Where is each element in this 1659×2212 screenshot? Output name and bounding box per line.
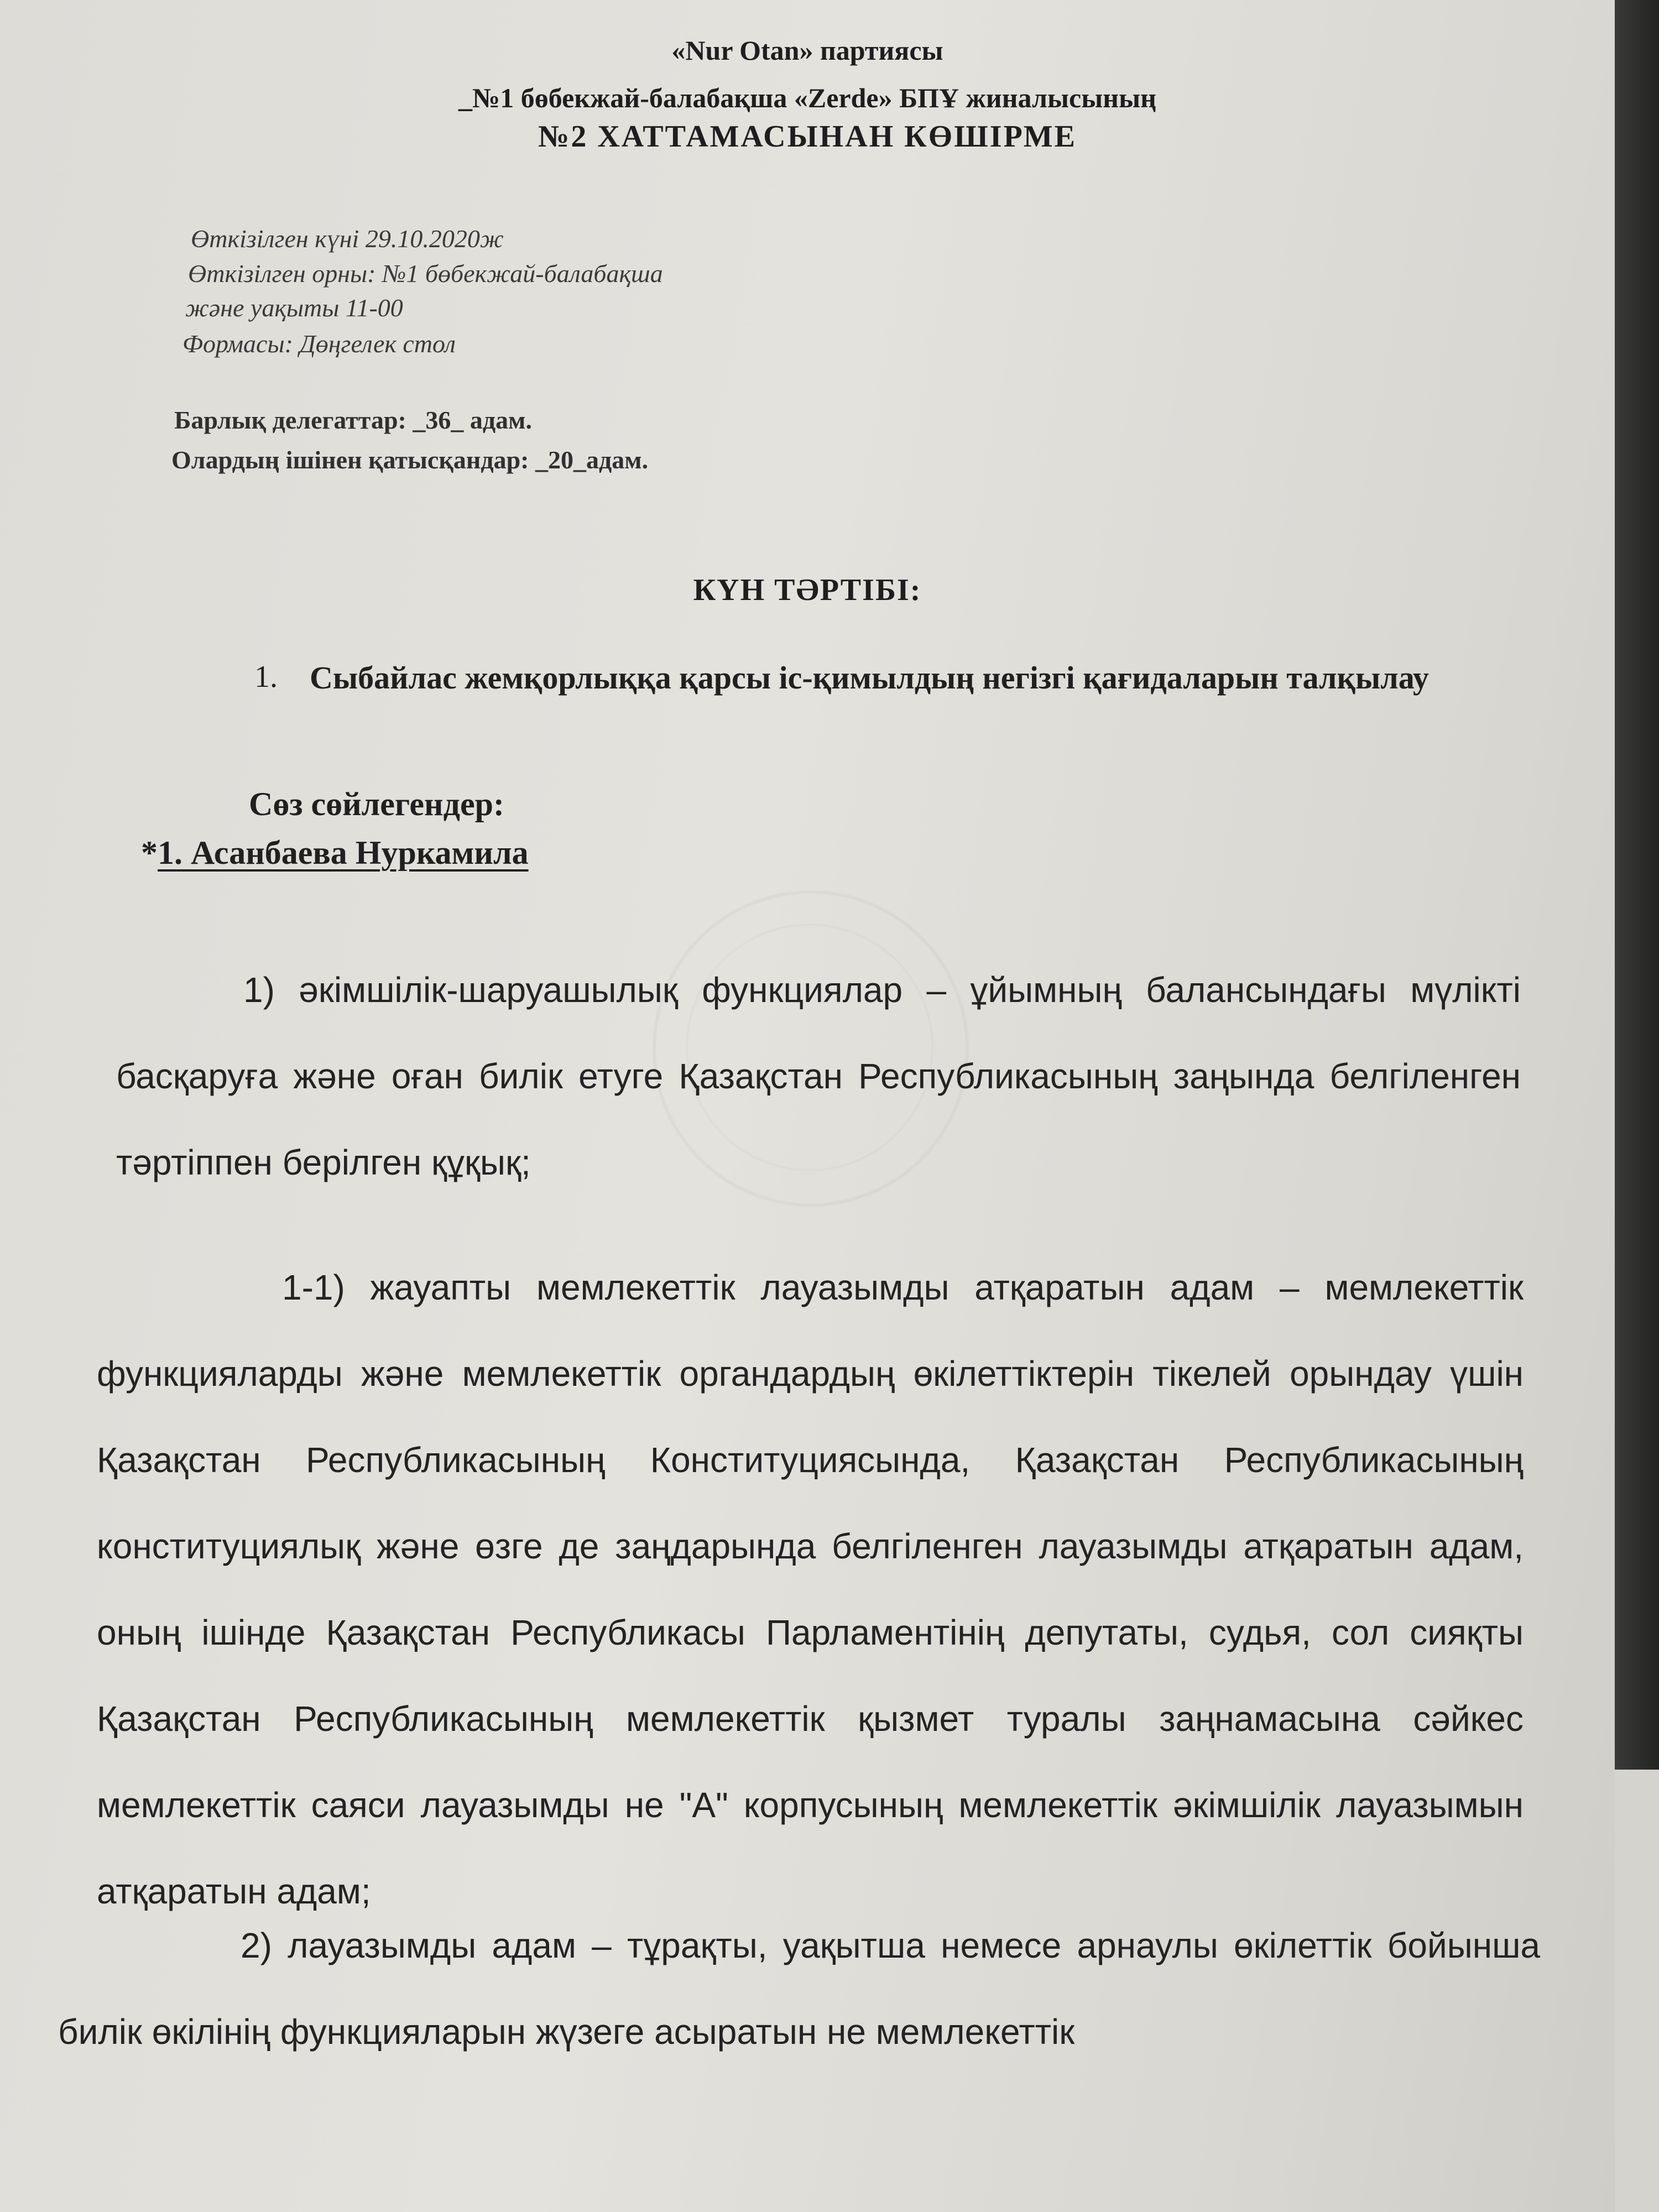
document-title: №2 ХАТТАМАСЫНАН КӨШІРМЕ <box>538 119 1077 154</box>
party-name: «Nur Otan» партиясы <box>671 35 943 66</box>
paragraph-2: 2) лауазымды адам – тұрақты, уақытша немесе арнаулы өкілеттік бойынша билік өкілінің функцияларын жүзеге асыратын не мемлекеттік <box>58 1926 1540 2052</box>
speakers-title: Сөз сөйлегендер: <box>249 786 504 822</box>
background-edge-lower <box>1615 1770 1659 2212</box>
meeting-time: және уақыты 11-00 <box>185 294 403 322</box>
meeting-place: Өткізілген орны: №1 бөбекжай-балабақша <box>188 259 663 288</box>
agenda-item-text: Сыбайлас жемқорлыққа қарсы іс-қимылдың негізгі қағидаларын талқылау <box>310 660 1429 696</box>
total-delegates: Барлық делегаттар: _36_ адам. <box>174 406 532 434</box>
speaker-name: 1. Асанбаева Нуркамила <box>158 834 529 871</box>
background-edge <box>1615 0 1659 1770</box>
agenda-title: КҮН ТӘРТІБІ: <box>693 573 922 607</box>
paragraph-1: 1) әкімшілік-шаруашылық функциялар – ұйымның балансындағы мүлікті басқаруға және оған билік етуге Қазақстан Республикасының заңында белгіленген тәртіппен берілген құқық; <box>116 970 1521 1182</box>
meeting-form: Формасы: Дөңгелек стол <box>182 330 456 358</box>
agenda-item-number: 1. <box>254 660 278 694</box>
paragraph-1-1: 1-1) жауапты мемлекеттік лауазымды атқаратын адам – мемлекеттік функцияларды және мемлекеттік органдардың өкілеттіктерін тікелей орындау үшін Қазақстан Республикасының Конституциясында, Қазақстан Республикасының конституциялық және өзге де заңдарында белгіленген лауазымды атқаратын адам, оның ішінде Қазақстан Республикасы Парламентінің депутаты, судья, сол сияқты Қазақстан Республикасының мемлекеттік қызмет туралы заңнамасына сәйкес мемлекеттік саяси лауазымды не "А" корпусының мемлекеттік әкімшілік лауазымын атқаратын адам; <box>97 1267 1524 1911</box>
organization-line: _№1 бөбекжай-балабақша «Zerde» БПҰ жиналысының <box>458 82 1156 113</box>
speaker-entry <box>141 834 529 872</box>
present-delegates: Олардың ішінен қатысқандар: _20_адам. <box>171 446 649 474</box>
speaker-asterisk: * <box>141 834 158 871</box>
meeting-date: Өткізілген күні 29.10.2020ж <box>191 225 504 253</box>
